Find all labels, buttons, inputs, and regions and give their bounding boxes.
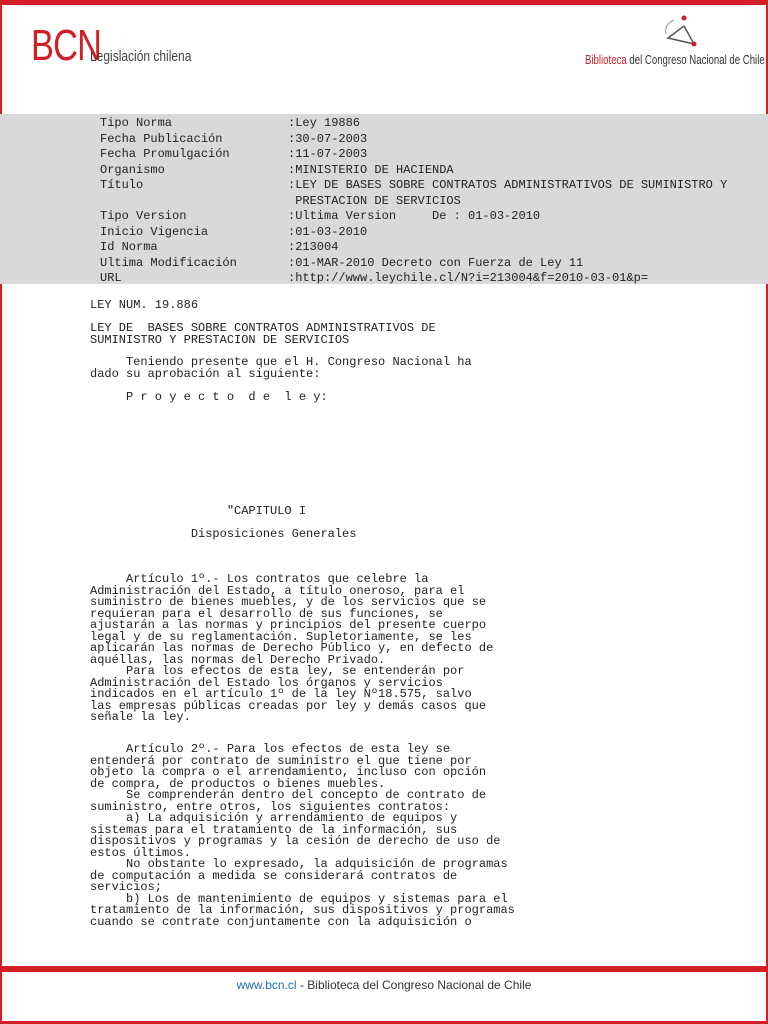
top-border <box>0 0 768 5</box>
footer-text: - Biblioteca del Congreso Nacional de Chile <box>296 978 532 992</box>
meta-label: Fecha Publicación <box>100 131 223 146</box>
biblioteca-red: Biblioteca <box>585 52 627 67</box>
congress-logo-icon <box>660 14 700 50</box>
meta-label: Fecha Promulgación <box>100 147 230 161</box>
meta-value: :LEY DE BASES SOBRE CONTRATOS ADMINISTRATIVOS DE SUMINISTRO Y <box>288 178 728 192</box>
meta-value: :11-07-2003 <box>288 147 368 161</box>
bcn-logo: BCN <box>31 21 102 70</box>
preamble: Teniendo presente que el H. Congreso Nacional ha dado su aprobación al siguiente: <box>90 355 472 381</box>
meta-value: :30-07-2003 <box>288 131 368 146</box>
biblioteca-label <box>585 52 765 67</box>
meta-value: :01-03-2010 <box>288 224 368 239</box>
footer-link[interactable]: www.bcn.cl <box>236 978 297 992</box>
meta-value: :MINISTERIO DE HACIENDA <box>288 162 454 177</box>
article-2: Artículo 2º.- Para los efectos de esta ley se entenderá por contrato de suministro el que tiene por objeto la compra o el arrendamiento, incluso con opción de compra, de productos o bienes muebles. Se comprenderán dentro del concepto de contrato de suministro, entre otros, los siguientes contratos: a) La adquisición y arrendamiento de equipos y sistemas para el tratamiento de la información, sus dispositivos y programas y la cesión de derecho de uso de estos últimos. No obstante lo expresado, la adquisición de programas de computación a medida se considerará contratos de servicios; b) Los de mantenimiento de equipos y sistemas para el tratamiento de la información, sus dispositivos y programas cuando se contrate conjuntamente con la adquisición o <box>90 742 515 929</box>
meta-value: :Ultima Version De : 01-03-2010 <box>288 209 541 223</box>
law-number: LEY NUM. 19.886 <box>90 298 199 312</box>
meta-label: Inicio Vigencia <box>100 224 209 239</box>
biblioteca-rest: del Congreso Nacional de Chile <box>626 52 765 67</box>
meta-label: Organismo <box>100 162 165 177</box>
meta-label: URL <box>100 271 122 285</box>
meta-label: Título <box>100 178 144 192</box>
meta-label: Tipo Norma <box>100 116 173 130</box>
law-title: LEY DE BASES SOBRE CONTRATOS ADMINISTRATIVOS DE SUMINISTRO Y PRESTACION DE SERVICIOS <box>90 321 436 347</box>
logo-subtitle: Legislación chilena <box>90 48 192 65</box>
meta-value: :Ley 19886 <box>288 116 361 130</box>
chapter-title: Disposiciones Generales <box>90 527 357 541</box>
meta-value: :http://www.leychile.cl/N?i=213004&f=2010-03-01&p= <box>288 271 649 285</box>
bottom-border <box>0 966 768 972</box>
meta-label: Id Norma <box>100 240 158 254</box>
meta-label: Tipo Version <box>100 209 187 223</box>
article-1: Artículo 1º.- Los contratos que celebre la Administración del Estado, a título oneroso, para el suministro de bienes muebles, y de los servicios que se requieran para el desarrollo de sus funciones, se ajustarán a las normas y principios del presente cuerpo legal y de su reglamentación. Supletoriamente, se les aplicarán las normas de Derecho Público y, en defecto de aquéllas, las normas del Derecho Privado. Para los efectos de esta ley, se entenderán por Administración del Estado los órganos y servicios indicados en el artículo 1º de la ley Nº18.575, salvo las empresas públicas creadas por ley y demás casos que señale la ley. <box>90 572 494 724</box>
meta-value: :213004 <box>288 240 339 254</box>
meta-value: :01-MAR-2010 Decreto con Fuerza de Ley 11 <box>288 255 584 270</box>
chapter-heading: "CAPITULO I <box>90 504 307 518</box>
proyecto-heading: P r o y e c t o d e l e y: <box>90 390 328 404</box>
footer <box>0 978 768 992</box>
meta-label: Ultima Modificación <box>100 255 237 270</box>
meta-value: PRESTACION DE SERVICIOS <box>288 193 461 208</box>
